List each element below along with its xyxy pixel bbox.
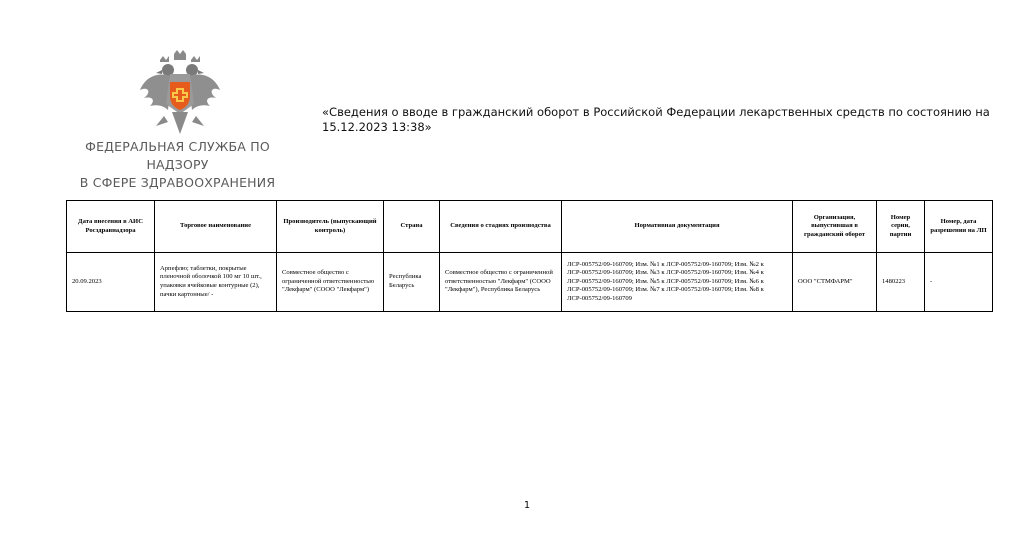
cell-date: 20.09.2023 [67, 253, 155, 312]
report-title: «Сведения о вводе в гражданский оборот в Российской Федерации лекарственных средств по состоянию на 15.12.2023 13:38» [322, 105, 990, 134]
cell-manufacturer: Совместное общество с ограниченной ответственностью "Лекфарм" (СООО "Лекфарм") [277, 253, 384, 312]
cell-country: Республика Беларусь [384, 253, 440, 312]
agency-name [60, 138, 295, 192]
cell-production-stages: Совместное общество с ограниченной ответственностью "Лекфарм" (СООО "Лекфарм"), Республика Беларусь [440, 253, 562, 312]
table-header-row [67, 201, 993, 253]
agency-name-line2: В СФЕРЕ ЗДРАВООХРАНЕНИЯ [79, 175, 276, 190]
cell-batch-number: 1480223 [877, 253, 925, 312]
table-row [67, 253, 993, 312]
column-header-date: Дата внесения в АИС Росздравнадзора [67, 201, 155, 253]
column-header-permit: Номер, дата разрешения на ЛП [925, 201, 993, 253]
column-header-batch-number: Номер серии, партии [877, 201, 925, 253]
column-header-regulatory-docs: Нормативная документация [562, 201, 793, 253]
cell-permit: - [925, 253, 993, 312]
cell-regulatory-docs: ЛСР-005752/09-160709; Изм. №1 к ЛСР-005752/09-160709; Изм. №2 к ЛСР-005752/09-160709; Изм. №3 к ЛСР-005752/09-160709; Изм. №4 к ЛСР-005752/09-160709; Изм. №5 к ЛСР-005752/09-160709; Изм. №6 к ЛСР-005752/09-160709; Изм. №7 к ЛСР-005752/09-160709; Изм. №8 к ЛСР-005752/09-160709 [562, 253, 793, 312]
column-header-country: Страна [384, 201, 440, 253]
cell-trade-name: Арпефлю; таблетки, покрытые пленочной оболочкой 100 мг 10 шт., упаковки ячейковые контурные (2), пачки картонные/ - [155, 253, 277, 312]
agency-logo [60, 50, 295, 190]
medicines-registry-table [66, 200, 993, 312]
column-header-trade-name: Торговое наименование [155, 201, 277, 253]
agency-name-line1: ФЕДЕРАЛЬНАЯ СЛУЖБА ПО НАДЗОРУ [85, 139, 270, 172]
page-number: 1 [523, 500, 531, 511]
cell-releasing-organization: ООО "СТМФАРМ" [793, 253, 877, 312]
column-header-releasing-organization: Организация, выпустившая в гражданский оборот [793, 201, 877, 253]
double-headed-eagle-emblem-icon [138, 50, 222, 136]
column-header-manufacturer: Производитель (выпускающий контроль) [277, 201, 384, 253]
column-header-production-stages: Сведения о стадиях производства [440, 201, 562, 253]
